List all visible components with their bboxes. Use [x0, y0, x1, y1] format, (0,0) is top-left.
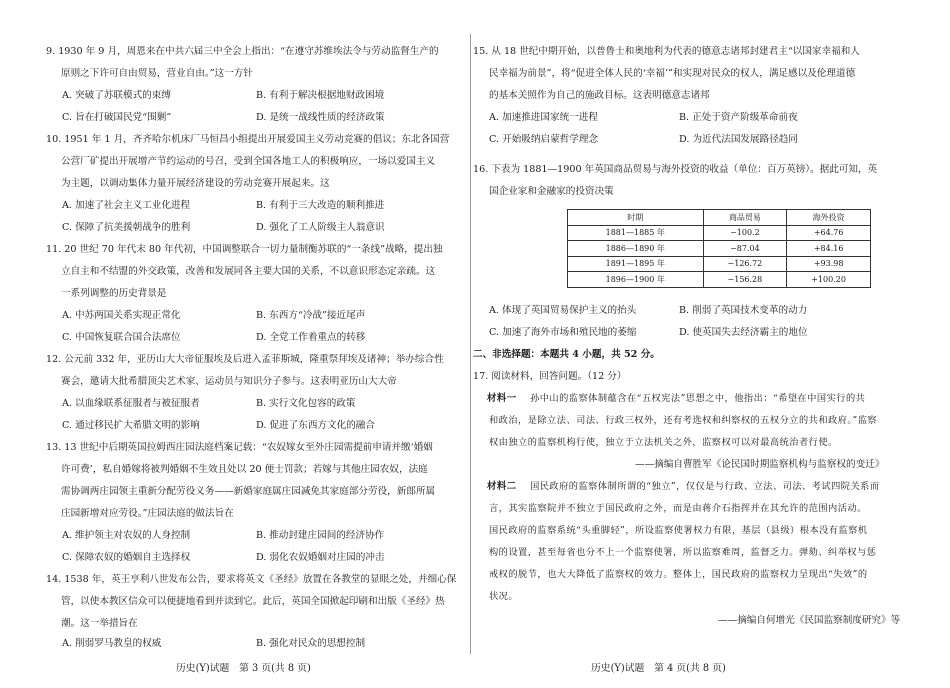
- q10-option-a[interactable]: A. 加速了社会主义工业化进程: [62, 200, 191, 211]
- table-cell: −87.04: [703, 241, 787, 257]
- section-heading: 二、非选择题：本题共 4 小题，共 52 分。: [473, 349, 660, 360]
- q11-option-b[interactable]: B. 东西方“冷战”接近尾声: [256, 310, 366, 321]
- table-cell: −126.72: [703, 256, 787, 272]
- q10-option-d[interactable]: D. 强化了工人阶级主人翁意识: [256, 222, 385, 233]
- q10-option-c[interactable]: C. 保障了抗美援朝战争的胜利: [62, 222, 191, 233]
- q13-stem-line-2: 许可费’，私自婚嫁将被判婚姻不生效且处以 20 便士罚款；若嫁与其他庄园农奴，法庭: [61, 464, 428, 475]
- q16-stem-line-1: 16. 下表为 1881—1900 年英国商品贸易与海外投资的收益（单位：百万英镑）。据此可知，英: [473, 164, 878, 175]
- material-one-source: ——摘编自曹胜军《论民国时期监察机构与监察权的变迁》: [635, 459, 885, 470]
- table-header-trade: 商品贸易: [703, 210, 787, 226]
- table-cell: +64.76: [787, 225, 871, 241]
- material-one-line-3: 权由独立的监察机构行使，独立于立法机关之外，监察权可以对最高统治者行使。: [489, 437, 838, 448]
- q16-option-a[interactable]: A. 体现了英国贸易保护主义的抬头: [489, 305, 637, 316]
- q13-stem-line-3: 需协调两庄园领主重新分配劳役义务——新婚家庭属庄园减免其家庭部分劳役，新郎所属: [61, 486, 436, 497]
- q11-option-d[interactable]: D. 全党工作着重点的转移: [256, 332, 366, 343]
- q11-stem-line-1: 11. 20 世纪 70 年代末 80 年代初，中国调整联合一切力量制衡苏联的“一条线”战略，提出独: [46, 244, 443, 255]
- table-row: [568, 225, 871, 241]
- material-two-label: 材料二: [487, 481, 517, 492]
- q9-option-c[interactable]: C. 旨在打破国民党“围剿”: [62, 112, 172, 123]
- q15-stem-line-2: 民幸福为前景”，将“促进全体人民的‘幸福’”和实现对民众的权人，满足感以及伦理道德: [489, 68, 856, 79]
- page-footer-right: 历史(Y)试题 第 4 页(共 8 页): [591, 663, 726, 674]
- q13-option-c[interactable]: C. 保障农奴的婚姻自主选择权: [62, 552, 191, 563]
- table-cell: +100.20: [787, 272, 871, 288]
- q12-stem-line-2: 赛会，邀请大批希腊顶尖艺术家、运动员与知识分子参与。这表明亚历山大大帝: [61, 376, 397, 387]
- q16-option-b[interactable]: B. 削弱了英国技术变革的动力: [679, 305, 808, 316]
- q15-option-d[interactable]: D. 为近代法国发展路径趋同: [679, 134, 798, 145]
- q17-title: 17. 阅读材料，回答问题。（12 分）: [473, 371, 627, 382]
- q13-option-d[interactable]: D. 弱化农奴婚姻对庄园的冲击: [256, 552, 385, 563]
- q9-stem-line-2: 原则之下许可自由贸易，营业自由。”这一方针: [61, 68, 253, 79]
- q9-option-d[interactable]: D. 是统一战线性质的经济政策: [256, 112, 385, 123]
- material-two-line-4: 构的设置，甚至每省也分不上一个监察使署，所以监察难周，监督乏力。弹劾、纠举权与惩: [489, 547, 877, 558]
- table-cell: −100.2: [703, 225, 787, 241]
- q9-stem-line-1: 9. 1930 年 9 月，周恩来在中共六届三中全会上指出：“在遵守苏维埃法令与劳动监督生产的: [46, 46, 439, 57]
- material-two-line-2: 言，其实监察院并不独立于国民政府之外，而是由蒋介石指挥并在其允许的范围内活动。: [489, 503, 867, 514]
- column-divider: [470, 34, 471, 654]
- table-row: [568, 241, 871, 257]
- q12-option-c[interactable]: C. 通过移民扩大希腊文明的影响: [62, 420, 200, 431]
- q11-stem-line-2: 立自主和不结盟的外交政策，改善和发展同各主要大国的关系，不以意识形态定亲疏。这: [61, 266, 436, 277]
- table-row: [568, 256, 871, 272]
- q12-stem-line-1: 12. 公元前 332 年，亚历山大大帝征服埃及后进入孟菲斯城，隆重祭拜埃及诸神；举办综合性: [46, 354, 444, 365]
- q10-option-b[interactable]: B. 有利于三大改造的顺利推进: [256, 200, 385, 211]
- q13-stem-line-1: 13. 13 世纪中后期英国拉姆西庄园法庭档案记载：“农奴嫁女至外庄园需提前申请并缴‘婚姻: [46, 442, 433, 453]
- q12-option-a[interactable]: A. 以血缘联系征服者与被征服者: [62, 398, 200, 409]
- q10-stem-line-1: 10. 1951 年 1 月，齐齐哈尔机床厂马恒昌小组提出开展爱国主义劳动竞赛的倡议；东北各国营: [46, 134, 450, 145]
- table-header-investment: 海外投资: [787, 210, 871, 226]
- material-two-line-3: 国民政府的监察系统“头重脚轻”，所设监察使署权力有限，基层（县级）根本没有监察机: [489, 525, 868, 536]
- table-cell: 1896—1900 年: [568, 272, 704, 288]
- table-cell: 1886—1890 年: [568, 241, 704, 257]
- q11-stem-line-3: 一系列调整的历史背景是: [61, 288, 167, 299]
- q16-option-c[interactable]: C. 加速了海外市场和殖民地的萎缩: [489, 327, 637, 338]
- table-header-row: [568, 210, 871, 226]
- material-one-line-1: [487, 392, 865, 406]
- material-one-label: 材料一: [487, 393, 517, 404]
- q16-stem-line-2: 国企业家和金融家的投资决策: [489, 186, 614, 197]
- material-two-line-6: 状况。: [489, 591, 519, 602]
- q14-stem-line-1: 14. 1538 年，英王亨利八世发布公告，要求将英文《圣经》放置在各教堂的显眼之处，并细心保: [46, 574, 457, 585]
- material-two-line-1: [487, 480, 880, 494]
- q14-option-a[interactable]: A. 削弱罗马教皇的权威: [62, 638, 162, 649]
- q15-option-a[interactable]: A. 加速推进国家统一进程: [489, 112, 598, 123]
- q16-option-d[interactable]: D. 使英国失去经济霸主的地位: [679, 327, 808, 338]
- q15-option-b[interactable]: B. 正处于资产阶级革命前夜: [679, 112, 798, 123]
- q15-stem-line-3: 的基本关照作为自己的施政目标。这表明德意志诸邦: [489, 90, 710, 101]
- page-footer-left: 历史(Y)试题 第 3 页(共 8 页): [176, 663, 311, 674]
- q13-stem-line-4: 庄园新增对应劳役。”庄园法庭的做法旨在: [61, 508, 234, 519]
- material-one-text: 孙中山的监察体制蕴含在“五权宪法”思想之中，他指出：“希望在中国实行的共: [530, 393, 866, 404]
- q11-option-a[interactable]: A. 中苏两国关系实现正常化: [62, 310, 181, 321]
- q10-stem-line-2: 公营厂矿提出开展增产节约运动的号召，受到全国各地工人的积极响应，一场以爱国主义: [61, 156, 436, 167]
- material-two-source: ——摘编自何增光《民国监察制度研究》等: [718, 615, 901, 626]
- table-row: [568, 272, 871, 288]
- q13-option-a[interactable]: A. 维护领主对农奴的人身控制: [62, 530, 191, 541]
- material-two-text: 国民政府的监察体制所谓的“独立”，仅仅是与行政、立法、司法、考试四院关系而: [530, 481, 880, 492]
- q15-stem-line-1: 15. 从 18 世纪中期开始，以普鲁士和奥地利为代表的德意志诸邦封建君主“以国家幸福和人: [473, 46, 860, 57]
- q15-option-c[interactable]: C. 开始吸纳启蒙哲学理念: [489, 134, 599, 145]
- table-cell: +84.16: [787, 241, 871, 257]
- table-cell: +93.98: [787, 256, 871, 272]
- q9-option-a[interactable]: A. 突破了苏联模式的束缚: [62, 90, 171, 101]
- material-one-line-2: 和政治，是除立法、司法、行政三权外，还有考选权和纠察权的五权分立的共和政府。”监察: [489, 415, 878, 426]
- trade-investment-table: [567, 209, 871, 288]
- q10-stem-line-3: 为主题，以调动集体力量开展经济建设的劳动竞赛开展起来。这: [61, 178, 330, 189]
- q12-option-b[interactable]: B. 实行文化包容的政策: [256, 398, 356, 409]
- table-header-period: 时期: [568, 210, 704, 226]
- q14-stem-line-2: 管，以使本教区信众可以便捷地看到并读到它。此后，英国全国掀起印刷和出版《圣经》热: [61, 596, 445, 607]
- table-cell: −156.28: [703, 272, 787, 288]
- q14-stem-line-3: 潮。这一举措旨在: [61, 618, 138, 629]
- q13-option-b[interactable]: B. 推动封建庄园间的经济协作: [256, 530, 385, 541]
- table-cell: 1891—1895 年: [568, 256, 704, 272]
- material-two-line-5: 戒权的脱节，也大大降低了监察权的效力。整体上，国民政府的监察权力呈现出“失效”的: [489, 569, 868, 580]
- table-cell: 1881—1885 年: [568, 225, 704, 241]
- q9-option-b[interactable]: B. 有利于解决根据地财政困境: [256, 90, 385, 101]
- q14-option-b[interactable]: B. 强化对民众的思想控制: [256, 638, 366, 649]
- q11-option-c[interactable]: C. 中国恢复联合国合法席位: [62, 332, 181, 343]
- q12-option-d[interactable]: D. 促进了东西方文化的融合: [256, 420, 375, 431]
